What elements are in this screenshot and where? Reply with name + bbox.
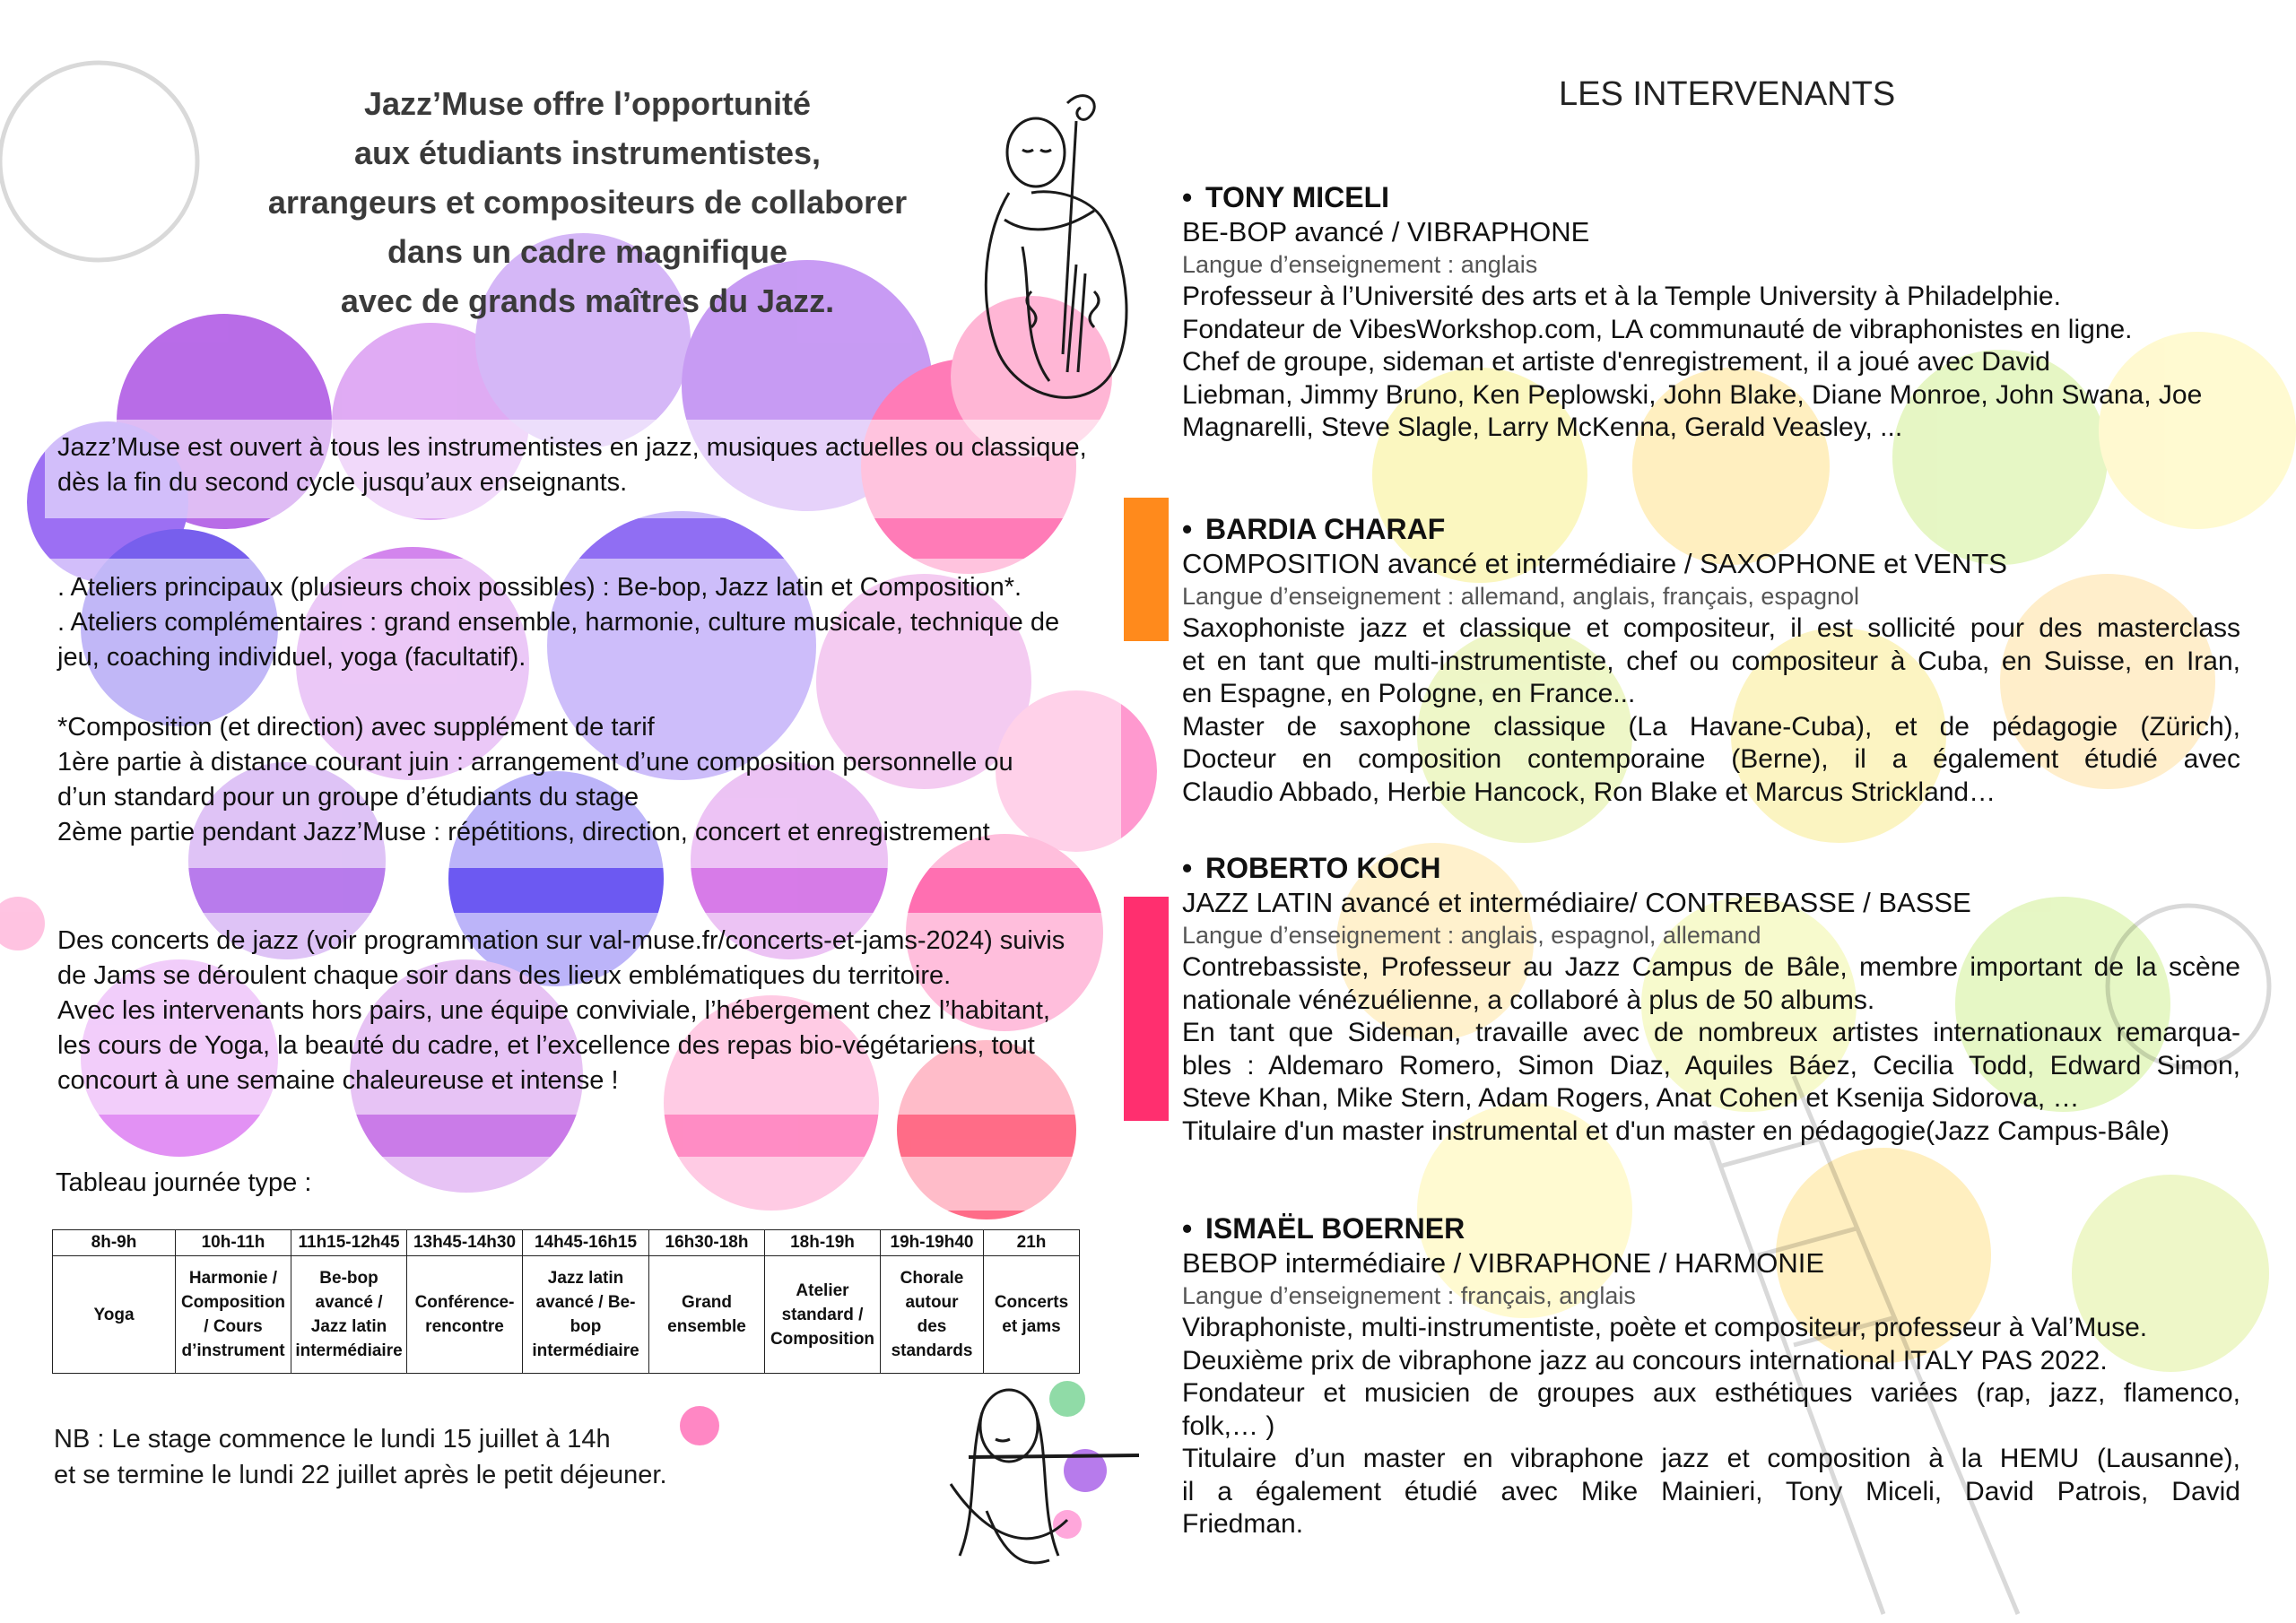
speaker-language: Langue d’enseignement : allemand, anglais, français, espagnol (1182, 583, 1860, 610)
speaker-bardia-charaf: • BARDIA CHARAF COMPOSITION avancé et intermédiaire / SAXOPHONE et VENTS Langue d’enseignement : allemand, anglais, français, espagnol Saxophoniste jazz et classique et compositeur, il est sollicité pour des masterclass et en tant que multi-instrumentiste, chef ou compositeur à Cuba, en Suisse, en Iran, en Espagne, en Pologne, en France... Master de saxophone classique (La Havane-Cuba), et de pédagogie (Zürich), Docteur en composition contemporaine (Berne), il a également étudié avec Claudio Abbado, Herbie Hancock, Ron Blake et Marcus Strickland… (1182, 511, 2240, 809)
concerts-panel (45, 913, 1121, 1115)
workshop-line: . Ateliers principaux (plusieurs choix possibles) : Be-bop, Jazz latin et Composition*. (57, 573, 1022, 602)
intro-line: dans un cadre magnifique (387, 233, 788, 270)
speakers-heading: LES INTERVENANTS (1559, 75, 1896, 113)
schedule-time: 16h30-18h (649, 1230, 765, 1256)
schedule-times-row (53, 1230, 1080, 1256)
intro-line: Jazz’Muse offre l’opportunité (363, 85, 812, 122)
speaker-language: Langue d’enseignement : anglais (1182, 251, 1538, 278)
speaker-name: ROBERTO KOCH (1205, 852, 1441, 884)
schedule-activities-row (53, 1256, 1080, 1374)
schedule-activity: Be-bop avancé / Jazz latin intermédiaire (291, 1256, 407, 1374)
speaker-name: ISMAËL BOERNER (1205, 1212, 1465, 1245)
workshops-panel (45, 559, 1121, 868)
speaker-language: Langue d’enseignement : français, anglais (1182, 1282, 1636, 1309)
workshop-line: d’un standard pour un groupe d’étudiants du stage (57, 783, 639, 812)
concerts-line: Des concerts de jazz (voir programmation sur val-muse.fr/concerts-et-jams-2024) suivis (57, 926, 1065, 955)
schedule-time: 10h-11h (176, 1230, 291, 1256)
concerts-line: les cours de Yoga, la beauté du cadre, et l’excellence des repas bio-végétariens, tout (57, 1031, 1035, 1060)
speaker-bio: Saxophoniste jazz et classique et compositeur, il est sollicité pour des masterclass et en tant que multi-instrumentiste, chef ou compositeur à Cuba, en Suisse, en Iran, en Espagne, en Pologne, en France... Master de saxophone classique (La Havane-Cuba), et de pédagogie (Zürich), Docteur en composition contemporaine (Berne), il a également étudié avec Claudio Abbado, Herbie Hancock, Ron Blake et Marcus Strickland… (1182, 613, 2240, 807)
concerts-line: de Jams se déroulent chaque soir dans des lieux emblématiques du territoire. (57, 961, 952, 990)
schedule-activity: Harmonie / Composition / Cours d’instrument (176, 1256, 291, 1374)
workshop-line: *Composition (et direction) avec supplément de tarif (57, 713, 655, 742)
open-to-all-panel (45, 420, 1121, 518)
workshop-line: 1ère partie à distance courant juin : arrangement d’une composition personnelle ou (57, 748, 1013, 777)
intro-line: aux étudiants instrumentistes, (353, 135, 822, 171)
schedule-table (52, 1229, 1080, 1374)
note-line: NB : Le stage commence le lundi 15 juillet à 14h (54, 1425, 611, 1454)
workshop-line (57, 675, 1109, 710)
concerts-line: Avec les intervenants hors pairs, une équipe conviviale, l’hébergement chez l’habitant, (57, 996, 1050, 1025)
speaker-ismael-boerner: • ISMAËL BOERNER BEBOP intermédiaire / VIBRAPHONE / HARMONIE Langue d’enseignement : français, anglais Vibraphoniste, multi-instrumentiste, poète et compositeur, professeur à Val’Muse. Deuxième prix de vibraphone jazz au concours international ITALY PAS 2022. Fondateur et musicien de groupes aux esthétiques variées (rap, jazz, flamenco, folk,… ) Titulaire d’un master en vibraphone jazz et composition à la HEMU (Lausanne), il a également étudié avec Mike Mainieri, Tony Miceli, David Patrois, David Friedman. (1182, 1211, 2240, 1541)
dates-note (54, 1421, 667, 1493)
schedule-time: 19h-19h40 (881, 1230, 984, 1256)
orange-stripe (1124, 498, 1169, 641)
speaker-subtitle: BE-BOP avancé / VIBRAPHONE (1182, 216, 1590, 247)
schedule-activity: Chorale autour des standards (881, 1256, 984, 1374)
schedule-time: 21h (984, 1230, 1080, 1256)
intro-heading (224, 79, 951, 325)
schedule-time: 14h45-16h15 (523, 1230, 649, 1256)
speaker-subtitle: JAZZ LATIN avancé et intermédiaire/ CONTREBASSE / BASSE (1182, 887, 1971, 918)
schedule-activity: Conférence- rencontre (407, 1256, 523, 1374)
speaker-bio: Vibraphoniste, multi-instrumentiste, poète et compositeur, professeur à Val’Muse. Deuxième prix de vibraphone jazz au concours international ITALY PAS 2022. Fondateur et musicien de groupes aux esthétiques variées (rap, jazz, flamenco, folk,… ) Titulaire d’un master en vibraphone jazz et composition à la HEMU (Lausanne), il a également étudié avec Mike Mainieri, Tony Miceli, David Patrois, David Friedman. (1182, 1313, 2240, 1539)
schedule-title-panel (45, 1157, 1121, 1211)
flute-player-illustration (933, 1376, 1148, 1578)
intro-line: avec de grands maîtres du Jazz. (340, 282, 835, 319)
speaker-language: Langue d’enseignement : anglais, espagnol, allemand (1182, 922, 1761, 949)
speaker-roberto-koch: • ROBERTO KOCH JAZZ LATIN avancé et intermédiaire/ CONTREBASSE / BASSE Langue d’enseignement : anglais, espagnol, allemand Contrebassiste, Professeur au Jazz Campus de Bâle, membre important de la scène nationale vénézuélienne, a collaboré à plus de 50 albums. En tant que Sideman, travaille avec de nombreux artistes internationaux remarqua- bles : Aldemaro Romero, Simon Diaz, Aquiles Báez, Cecilia Todd, Edward Simon, Steve Khan, Mike Stern, Adam Rogers, Anat Cohen et Ksenija Sidorova, … Titulaire d'un master instrumental et d'un master en pédagogie(Jazz Campus-Bâle) (1182, 850, 2240, 1148)
speaker-subtitle: BEBOP intermédiaire / VIBRAPHONE / HARMONIE (1182, 1247, 1825, 1279)
intro-line: arrangeurs et compositeurs de collaborer (267, 184, 908, 221)
speaker-subtitle: COMPOSITION avancé et intermédiaire / SAXOPHONE et VENTS (1182, 548, 2007, 579)
concerts-line: concourt à une semaine chaleureuse et intense ! (57, 1066, 619, 1095)
speaker-tony-miceli: • TONY MICELI BE-BOP avancé / VIBRAPHONE Langue d’enseignement : anglais Professeur à l’Université des arts et à la Temple University à Philadelphie. Fondateur de VibesWorkshop.com, LA communauté de vibraphonistes en ligne. Chef de groupe, sideman et artiste d'enregistrement, il a joué avec David Liebman, Jimmy Bruno, Ken Peplowski, John Blake, Diane Monroe, John Swana, Joe Magnarelli, Steve Slagle, Larry McKenna, Gerald Veasley, ... (1182, 179, 2240, 445)
speaker-bio: Contrebassiste, Professeur au Jazz Campus de Bâle, membre important de la scène nationale vénézuélienne, a collaboré à plus de 50 albums. En tant que Sideman, travaille avec de nombreux artistes internationaux remarqua- bles : Aldemaro Romero, Simon Diaz, Aquiles Báez, Cecilia Todd, Edward Simon, Steve Khan, Mike Stern, Adam Rogers, Anat Cohen et Ksenija Sidorova, … Titulaire d'un master instrumental et d'un master en pédagogie(Jazz Campus-Bâle) (1182, 952, 2240, 1146)
workshop-line: . Ateliers complémentaires : grand ensemble, harmonie, culture musicale, technique de (57, 608, 1060, 637)
speaker-name: BARDIA CHARAF (1205, 513, 1446, 545)
workshop-line: jeu, coaching individuel, yoga (facultatif). (57, 643, 526, 672)
schedule-activity: Concerts et jams (984, 1256, 1080, 1374)
speaker-bio: Professeur à l’Université des arts et à la Temple University à Philadelphie. Fondateur de VibesWorkshop.com, LA communauté de vibraphonistes en ligne. Chef de groupe, sideman et artiste d'enregistrement, il a joué avec David Liebman, Jimmy Bruno, Ken Peplowski, John Blake, Diane Monroe, John Swana, Joe Magnarelli, Steve Slagle, Larry McKenna, Gerald Veasley, ... (1182, 282, 2203, 442)
schedule-activity: Atelier standard / Composition (765, 1256, 881, 1374)
schedule-activity: Jazz latin avancé / Be- bop intermédiaire (523, 1256, 649, 1374)
workshop-line: 2ème partie pendant Jazz’Muse : répétitions, direction, concert et enregistrement (57, 818, 990, 846)
note-line: et se termine le lundi 22 juillet après le petit déjeuner. (54, 1461, 667, 1489)
schedule-time: 8h-9h (53, 1230, 176, 1256)
schedule-time: 13h45-14h30 (407, 1230, 523, 1256)
open-text-line: dès la fin du second cycle jusqu’aux enseignants. (57, 468, 628, 497)
schedule-time: 11h15-12h45 (291, 1230, 407, 1256)
schedule-time: 18h-19h (765, 1230, 881, 1256)
pink-stripe (1124, 897, 1169, 1121)
speaker-name: TONY MICELI (1205, 181, 1390, 213)
schedule-activity: Grand ensemble (649, 1256, 765, 1374)
schedule-activity: Yoga (53, 1256, 176, 1374)
double-bass-player-illustration (969, 85, 1148, 435)
open-text-line: Jazz’Muse est ouvert à tous les instrumentistes en jazz, musiques actuelles ou classique, (57, 433, 1087, 462)
schedule-title: Tableau journée type : (56, 1168, 312, 1197)
